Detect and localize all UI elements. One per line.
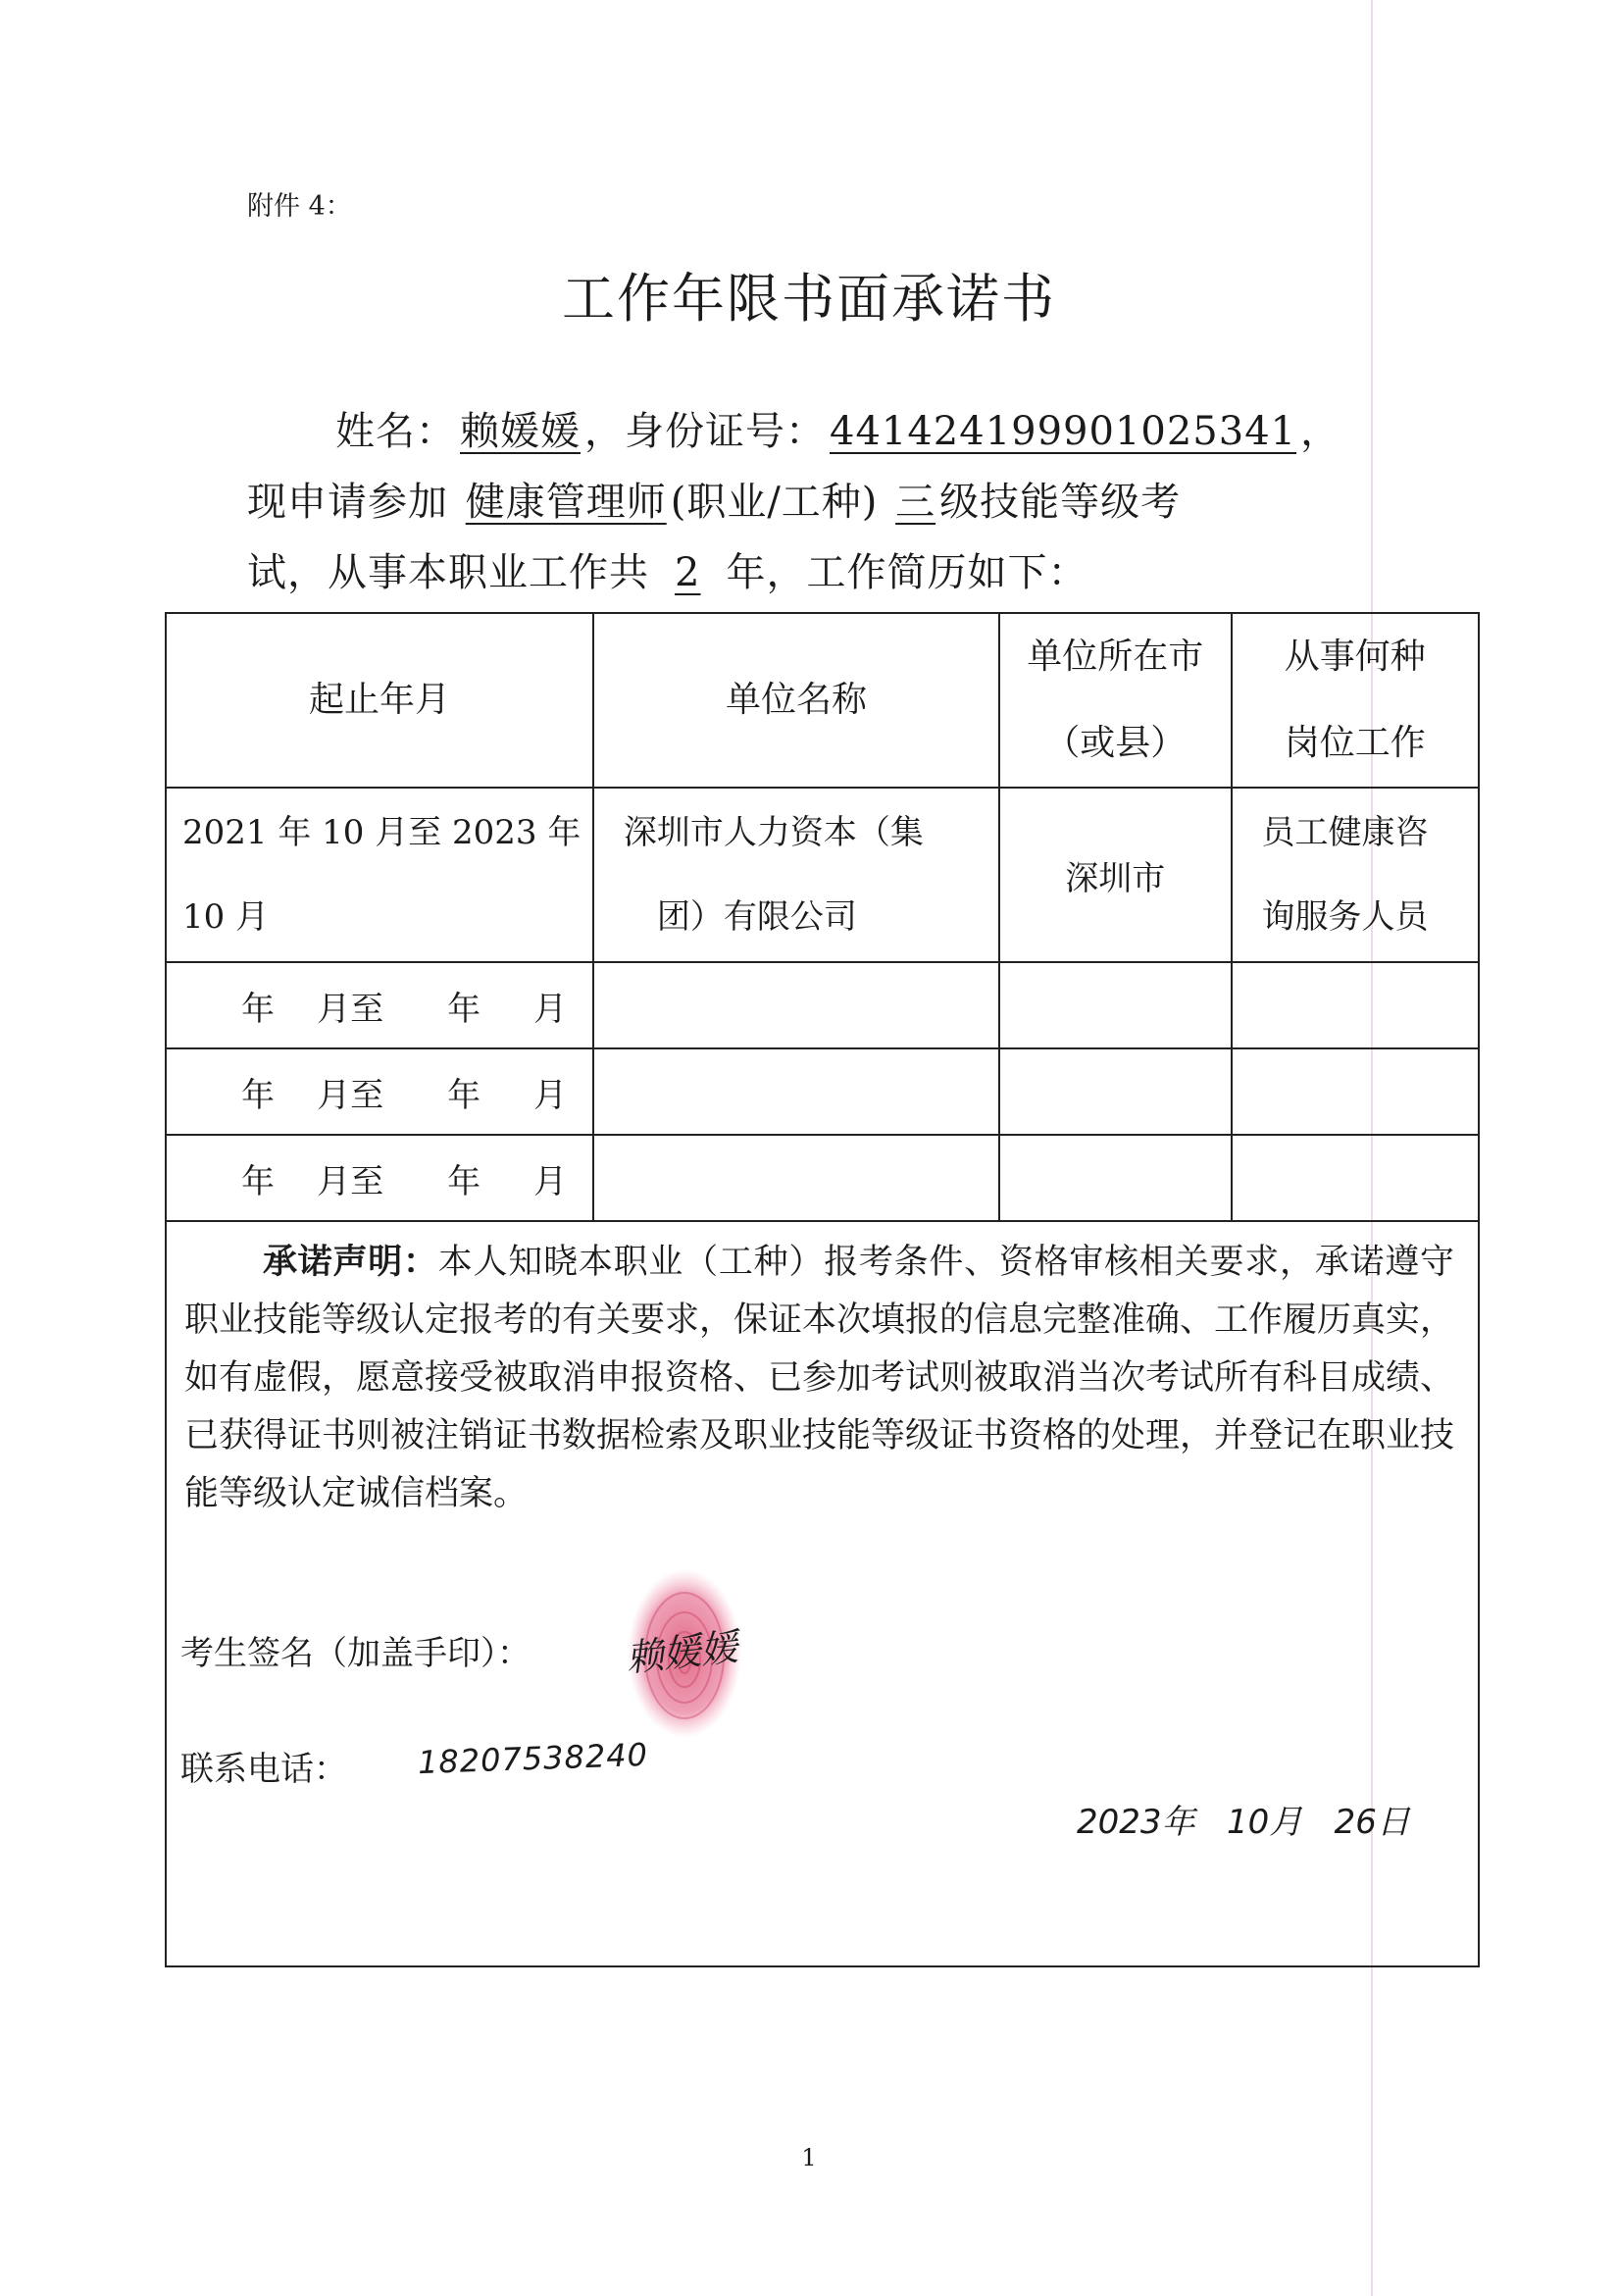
empty-period: 年 月至 年 月 bbox=[166, 1135, 593, 1221]
header-city-line1: 单位所在市 bbox=[1027, 637, 1204, 677]
page-number: 1 bbox=[801, 2144, 817, 2171]
document-title: 工作年限书面承诺书 bbox=[562, 268, 1056, 330]
row1-unit-line2: 团）有限公司 bbox=[656, 897, 857, 937]
empty-period: 年 月至 年 月 bbox=[166, 1048, 593, 1135]
header-job-line2: 岗位工作 bbox=[1284, 723, 1426, 763]
attachment-label: 附件 4： bbox=[247, 191, 352, 222]
intro-line-2 bbox=[247, 471, 1181, 527]
empty-cell bbox=[999, 962, 1232, 1048]
row1-city: 深圳市 bbox=[999, 788, 1232, 962]
phone-label: 联系电话： bbox=[180, 1750, 347, 1789]
apply-prefix: 现申请参加 bbox=[247, 480, 448, 525]
occupation-suffix: (职业/工种) bbox=[670, 480, 879, 525]
work-history-table bbox=[165, 612, 1480, 1967]
table-row bbox=[166, 962, 1479, 1048]
row1-unit-line1: 深圳市人力资本（集 bbox=[623, 813, 924, 852]
header-job-line1: 从事何种 bbox=[1284, 637, 1426, 677]
declaration-row bbox=[166, 1221, 1479, 1966]
row1-job-line1: 员工健康咨 bbox=[1261, 813, 1429, 852]
empty-cell bbox=[593, 962, 999, 1048]
level-suffix: 级技能等级考 bbox=[939, 480, 1182, 525]
row1-job bbox=[1232, 788, 1479, 962]
years-suffix: 年，工作简历如下： bbox=[726, 550, 1088, 595]
table-row bbox=[166, 788, 1479, 962]
sign-date: 2023年 10月 26日 bbox=[1077, 1803, 1410, 1842]
handwritten-signature: 赖媛媛 bbox=[624, 1625, 740, 1680]
intro-line-1 bbox=[335, 400, 1340, 456]
empty-cell bbox=[593, 1048, 999, 1135]
header-city-line2: （或县） bbox=[1044, 723, 1187, 763]
row1-period-line1: 2021 年 10 月至 2023 年 bbox=[182, 813, 581, 852]
id-label: ，身份证号： bbox=[584, 409, 826, 454]
years-value: 2 bbox=[675, 550, 701, 595]
empty-cell bbox=[999, 1135, 1232, 1221]
name-label: 姓名： bbox=[335, 409, 456, 454]
id-suffix: ， bbox=[1300, 409, 1341, 454]
table-row bbox=[166, 1135, 1479, 1221]
declaration-text: 本人知晓本职业（工种）报考条件、资格审核相关要求，承诺遵守职业技能等级认定报考的有关要求，保证本次填报的信息完整准确、工作履历真实，如有虚假，愿意接受被取消申报资格、已参加考试则被取消当次考试所有科目成绩、已获得证书则被注销证书数据检索及职业技能等级证书资格的处理，并登记在职业技能等级认定诚信档案。 bbox=[184, 1243, 1455, 1513]
empty-cell bbox=[999, 1048, 1232, 1135]
empty-cell bbox=[1232, 962, 1479, 1048]
declaration-cell bbox=[166, 1221, 1479, 1966]
header-job bbox=[1232, 613, 1479, 788]
declaration-label: 承诺声明： bbox=[263, 1243, 438, 1282]
empty-cell bbox=[1232, 1135, 1479, 1221]
empty-cell bbox=[593, 1135, 999, 1221]
name-value: 赖媛媛 bbox=[460, 409, 581, 454]
id-number-value: 441424199901025341 bbox=[830, 409, 1297, 454]
header-city bbox=[999, 613, 1232, 788]
table-header-row bbox=[166, 613, 1479, 788]
empty-period: 年 月至 年 月 bbox=[166, 962, 593, 1048]
occupation-value: 健康管理师 bbox=[465, 480, 667, 525]
years-prefix: 试，从事本职业工作共 bbox=[247, 550, 649, 595]
declaration-paragraph bbox=[167, 1222, 1478, 1523]
row1-unit bbox=[593, 788, 999, 962]
phone-value: 18207538240 bbox=[417, 1735, 649, 1782]
row1-period-line2: 10 月 bbox=[182, 897, 270, 937]
header-period: 起止年月 bbox=[166, 613, 593, 788]
header-unit: 单位名称 bbox=[593, 613, 999, 788]
table-row bbox=[166, 1048, 1479, 1135]
intro-line-3 bbox=[247, 541, 1087, 597]
empty-cell bbox=[1232, 1048, 1479, 1135]
row1-period bbox=[166, 788, 593, 962]
level-value: 三 bbox=[895, 480, 936, 525]
signature-label: 考生签名（加盖手印）： bbox=[180, 1634, 531, 1673]
row1-job-line2: 询服务人员 bbox=[1261, 897, 1429, 937]
